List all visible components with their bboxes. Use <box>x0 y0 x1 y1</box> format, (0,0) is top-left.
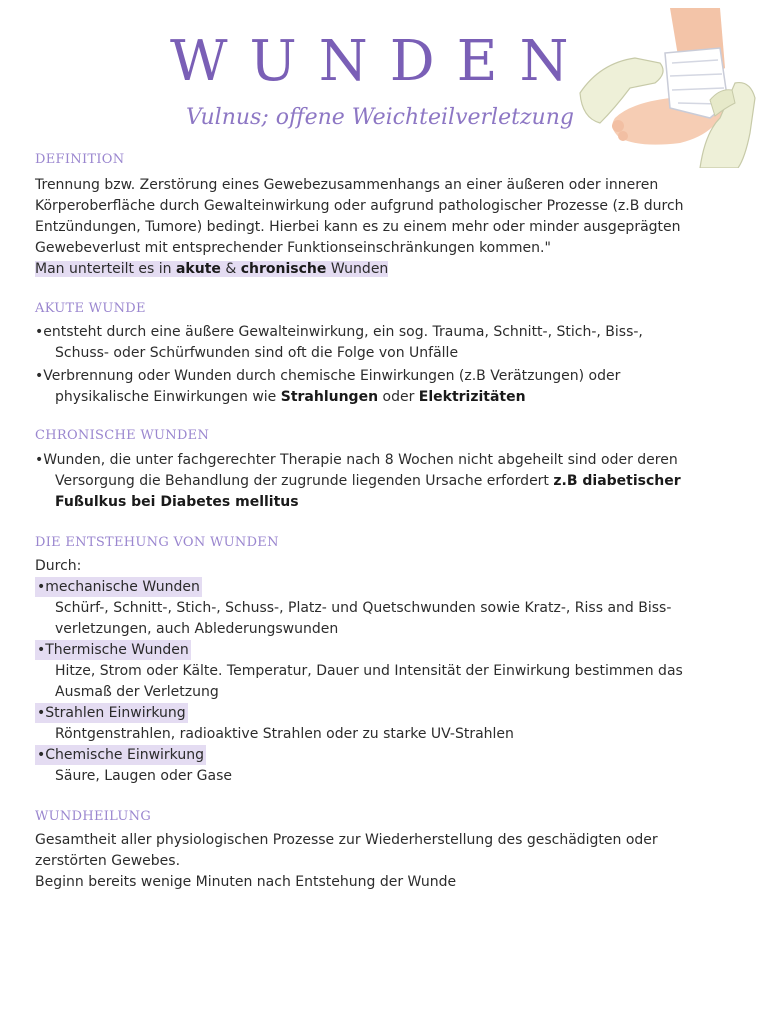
akute-heading: AKUTE WUNDE <box>35 301 146 316</box>
akute-elektrizitaeten: Elektrizitäten <box>418 389 526 405</box>
page-title: WUNDEN <box>170 29 591 94</box>
summary-chronische: chronische <box>240 261 327 277</box>
entstehung-item-text: Säure, Laugen oder Gase <box>55 768 232 784</box>
summary-mid: & <box>220 261 241 277</box>
entstehung-item-label: •mechanische Wunden <box>37 579 200 595</box>
chronisch-line-2-bold: z.B diabetischer <box>553 473 681 489</box>
chronisch-bullet-line-1: •Wunden, die unter fachgerechter Therapie nach 8 Wochen nicht abgeheilt sind oder deren <box>35 452 678 468</box>
chronisch-heading: CHRONISCHE WUNDEN <box>35 428 210 443</box>
bandaged-foot-illustration <box>560 8 760 168</box>
akute-bullet-2-mid: oder <box>378 389 419 405</box>
summary-highlight <box>35 261 388 277</box>
definition-body: Trennung bzw. Zerstörung eines Gewebezusammenhangs an einer äußeren oder inneren Körperoberfläche durch Gewalteinwirkung oder aufgrund pathologischer Prozesse (z.B durch Entzündungen, Tumore) bedingt. Hierbei kann es zu einem mehr oder minder ausgeprägten Gewebeverlust mit entsprechender Funktionseinschränkungen kommen." <box>35 177 684 256</box>
akute-strahlungen: Strahlungen <box>280 389 379 405</box>
wundheilung-line-1: Gesamtheit aller physiologischen Prozesse zur Wiederherstellung des geschädigten oder zerstörten Gewebes. <box>35 832 658 869</box>
toe-shape <box>612 120 624 132</box>
akute-bullet-1-line-2: Schuss- oder Schürfwunden sind oft die Folge von Unfälle <box>55 345 459 361</box>
akute-bullet-2-line-1: •Verbrennung oder Wunden durch chemische Einwirkungen (z.B Verätzungen) oder <box>35 368 621 384</box>
entstehung-item-label: •Strahlen Einwirkung <box>37 705 186 721</box>
akute-bullet-2-line-2 <box>35 387 735 408</box>
toe-shape <box>618 131 628 141</box>
summary-prefix: Man unterteilt es in <box>35 261 176 277</box>
chronisch-bullet-line-2 <box>35 471 735 492</box>
chronisch-bullet-line-3 <box>35 492 735 513</box>
summary-akute: akute <box>175 261 221 277</box>
definition-summary <box>35 259 735 280</box>
chronisch-line-2-prefix: Versorgung die Behandlung der zugrunde liegenden Ursache erfordert <box>55 473 554 489</box>
akute-bullet-1-line-1: •entsteht durch eine äußere Gewalteinwirkung, ein sog. Trauma, Schnitt-, Stich-, Biss-, <box>35 324 643 340</box>
entstehung-item-text: Hitze, Strom oder Kälte. Temperatur, Dauer und Intensität der Einwirkung bestimmen das Ausmaß der Verletzung <box>55 663 683 700</box>
chronisch-line-3-bold: Fußulkus bei Diabetes mellitus <box>55 494 299 510</box>
entstehung-item-label: •Chemische Einwirkung <box>37 747 204 763</box>
wundheilung-line-2: Beginn bereits wenige Minuten nach Entstehung der Wunde <box>35 874 457 890</box>
entstehung-intro: Durch: <box>35 558 82 574</box>
entstehung-item-label: •Thermische Wunden <box>37 642 189 658</box>
definition-heading: DEFINITION <box>35 152 125 167</box>
entstehung-item-text: Röntgenstrahlen, radioaktive Strahlen oder zu starke UV-Strahlen <box>55 726 514 742</box>
akute-bullet-2-prefix: physikalische Einwirkungen wie <box>55 389 281 405</box>
entstehung-item-text: Schürf-, Schnitt-, Stich-, Schuss-, Platz- und Quetschwunden sowie Kratz-, Riss and Biss-verletzungen, auch Ablederungswunden <box>55 600 672 637</box>
summary-suffix: Wunden <box>326 261 389 277</box>
page-subtitle: Vulnus; offene Weichteilverletzung <box>186 105 574 130</box>
entstehung-heading: DIE ENTSTEHUNG VON WUNDEN <box>35 535 279 550</box>
wundheilung-heading: WUNDHEILUNG <box>35 809 152 824</box>
